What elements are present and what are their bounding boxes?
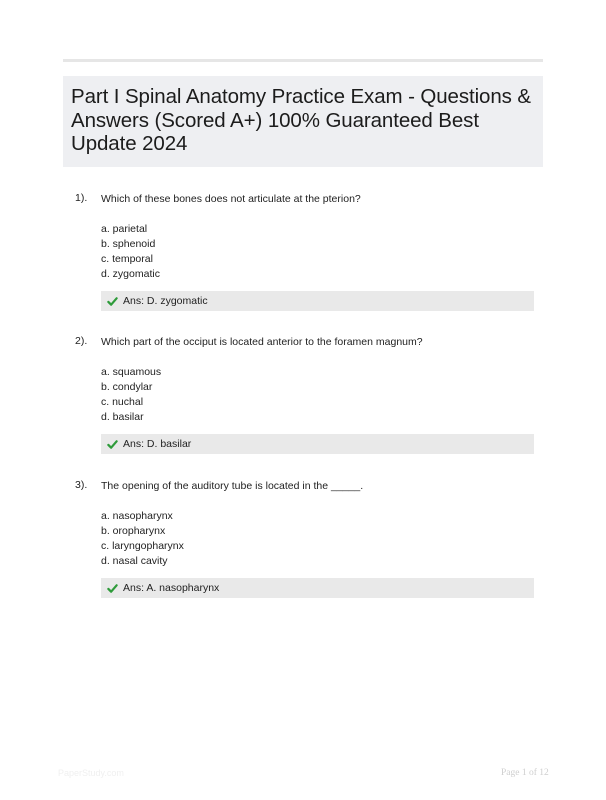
- option-item: a. squamous: [101, 366, 162, 378]
- page-number: Page 1 of 12: [501, 768, 549, 778]
- option-item: d. nasal cavity: [101, 555, 168, 567]
- option-item: a. parietal: [101, 223, 148, 235]
- title-banner: [63, 76, 543, 167]
- check-icon: [107, 439, 118, 450]
- option-item: d. basilar: [101, 411, 144, 423]
- question-text: The opening of the auditory tube is located in the _____.: [101, 480, 364, 492]
- answer-text: Ans: A. nasopharynx: [123, 582, 220, 594]
- option-item: c. temporal: [101, 253, 153, 265]
- document-title: Part I Spinal Anatomy Practice Exam - Questions & Answers (Scored A+) 100% Guaranteed Best Update 2024: [71, 85, 531, 155]
- question-number: 1).: [75, 192, 88, 204]
- top-divider: [63, 59, 543, 62]
- question-text: Which part of the occiput is located anterior to the foramen magnum?: [101, 336, 423, 348]
- option-item: c. nuchal: [101, 396, 144, 408]
- answer-text: Ans: D. zygomatic: [123, 295, 208, 307]
- option-item: d. zygomatic: [101, 268, 160, 280]
- option-item: c. laryngopharynx: [101, 540, 184, 552]
- options-list: [101, 365, 161, 425]
- check-icon: [107, 296, 118, 307]
- answer-bar: [101, 434, 534, 454]
- answer-text: Ans: D. basilar: [123, 438, 192, 450]
- answer-bar: [101, 578, 534, 598]
- footer-site-watermark: PaperStudy.com: [58, 768, 124, 778]
- option-item: a. nasopharynx: [101, 510, 173, 522]
- options-list: [101, 509, 184, 569]
- check-icon: [107, 583, 118, 594]
- option-item: b. sphenoid: [101, 238, 156, 250]
- question-number: 3).: [75, 479, 88, 491]
- option-item: b. condylar: [101, 381, 153, 393]
- question-text: Which of these bones does not articulate at the pterion?: [101, 193, 361, 205]
- options-list: [101, 222, 160, 282]
- option-item: b. oropharynx: [101, 525, 166, 537]
- answer-bar: [101, 291, 534, 311]
- question-number: 2).: [75, 335, 88, 347]
